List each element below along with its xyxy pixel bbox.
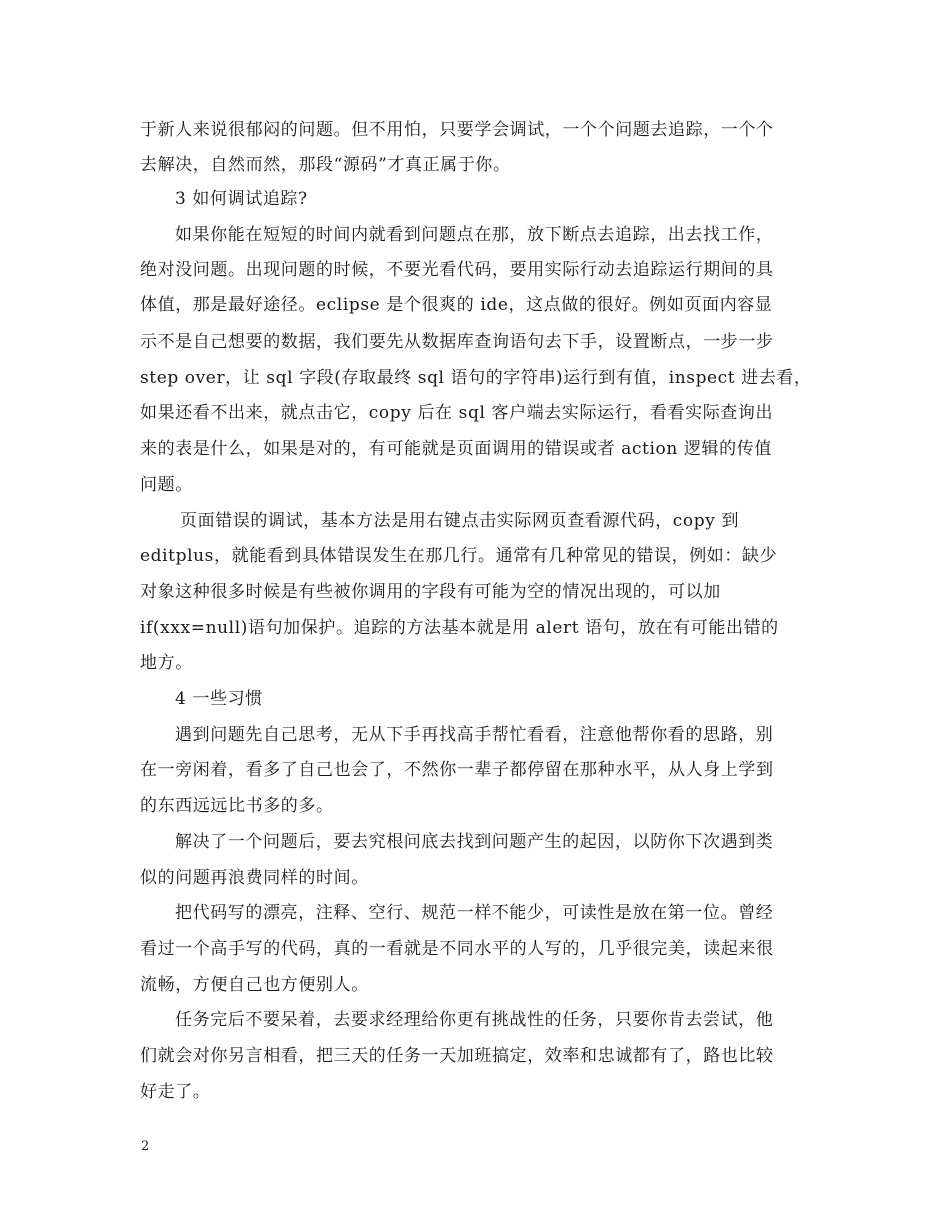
page-number: 2 [141, 1139, 150, 1154]
text-line: if(xxx=null)语句加保护。追踪的方法基本就是用 alert 语句，放在有可能出错的 [140, 618, 779, 638]
text-line: 解决了一个问题后，要去究根问底去找到问题产生的起因，以防你下次遇到类 [175, 832, 774, 852]
text-line: 来的表是什么，如果是对的，有可能就是页面调用的错误或者 action 逻辑的传值 [140, 439, 772, 459]
text-line: editplus，就能看到具体错误发生在那几行。通常有几种常见的错误，例如：缺少 [140, 546, 778, 566]
text-line: 页面错误的调试，基本方法是用右键点击实际网页查看源代码，copy 到 [180, 511, 740, 531]
text-line: 的东西远远比书多的多。 [140, 796, 334, 816]
text-line: 对象这种很多时候是有些被你调用的字段有可能为空的情况出现的，可以加 [140, 582, 721, 602]
text-line: 任务完后不要呆着，去要求经理给你更有挑战性的任务，只要你肯去尝试，他 [175, 1010, 774, 1030]
text-line: 去解决，自然而然，那段“源码”才真正属于你。 [140, 155, 511, 175]
text-line: 把代码写的漂亮，注释、空行、规范一样不能少，可读性是放在第一位。曾经 [175, 903, 774, 923]
text-line: 绝对没问题。出现问题的时候，不要光看代码，要用实际行动去追踪运行期间的具 [140, 260, 774, 280]
text-line: 好走了。 [140, 1082, 211, 1102]
text-line: step over，让 sql 字段(存取最终 sql 语句的字符串)运行到有值，inspect 进去看， [140, 368, 812, 388]
text-line: 流畅，方便自己也方便别人。 [140, 975, 369, 995]
text-line: 们就会对你另言相看，把三天的任务一天加班搞定，效率和忠诚都有了，路也比较 [140, 1046, 774, 1066]
text-line: 如果你能在短短的时间内就看到问题点在那，放下断点去追踪，出去找工作， [175, 225, 774, 245]
section-heading: 3 如何调试追踪? [175, 189, 308, 209]
text-line: 示不是自己想要的数据，我们要先从数据库查询语句去下手，设置断点，一步一步 [140, 332, 774, 352]
section-heading: 4 一些习惯 [175, 689, 263, 709]
text-line: 如果还看不出来，就点击它，copy 后在 sql 客户端去实际运行，看看实际查询出 [140, 403, 774, 423]
text-line: 问题。 [140, 475, 193, 495]
text-line: 地方。 [140, 653, 193, 673]
text-line: 于新人来说很郁闷的问题。但不用怕，只要学会调试，一个个问题去追踪，一个个 [140, 120, 774, 140]
text-line: 在一旁闲着，看多了自己也会了，不然你一辈子都停留在那种水平，从人身上学到 [140, 760, 774, 780]
text-line: 体值，那是最好途径。eclipse 是个很爽的 ide，这点做的很好。例如页面内容显 [140, 295, 773, 315]
text-line: 遇到问题先自己思考，无从下手再找高手帮忙看看，注意他帮你看的思路，别 [175, 725, 774, 745]
text-line: 看过一个高手写的代码，真的一看就是不同水平的人写的，几乎很完美，读起来很 [140, 939, 774, 959]
text-line: 似的问题再浪费同样的时间。 [140, 868, 369, 888]
